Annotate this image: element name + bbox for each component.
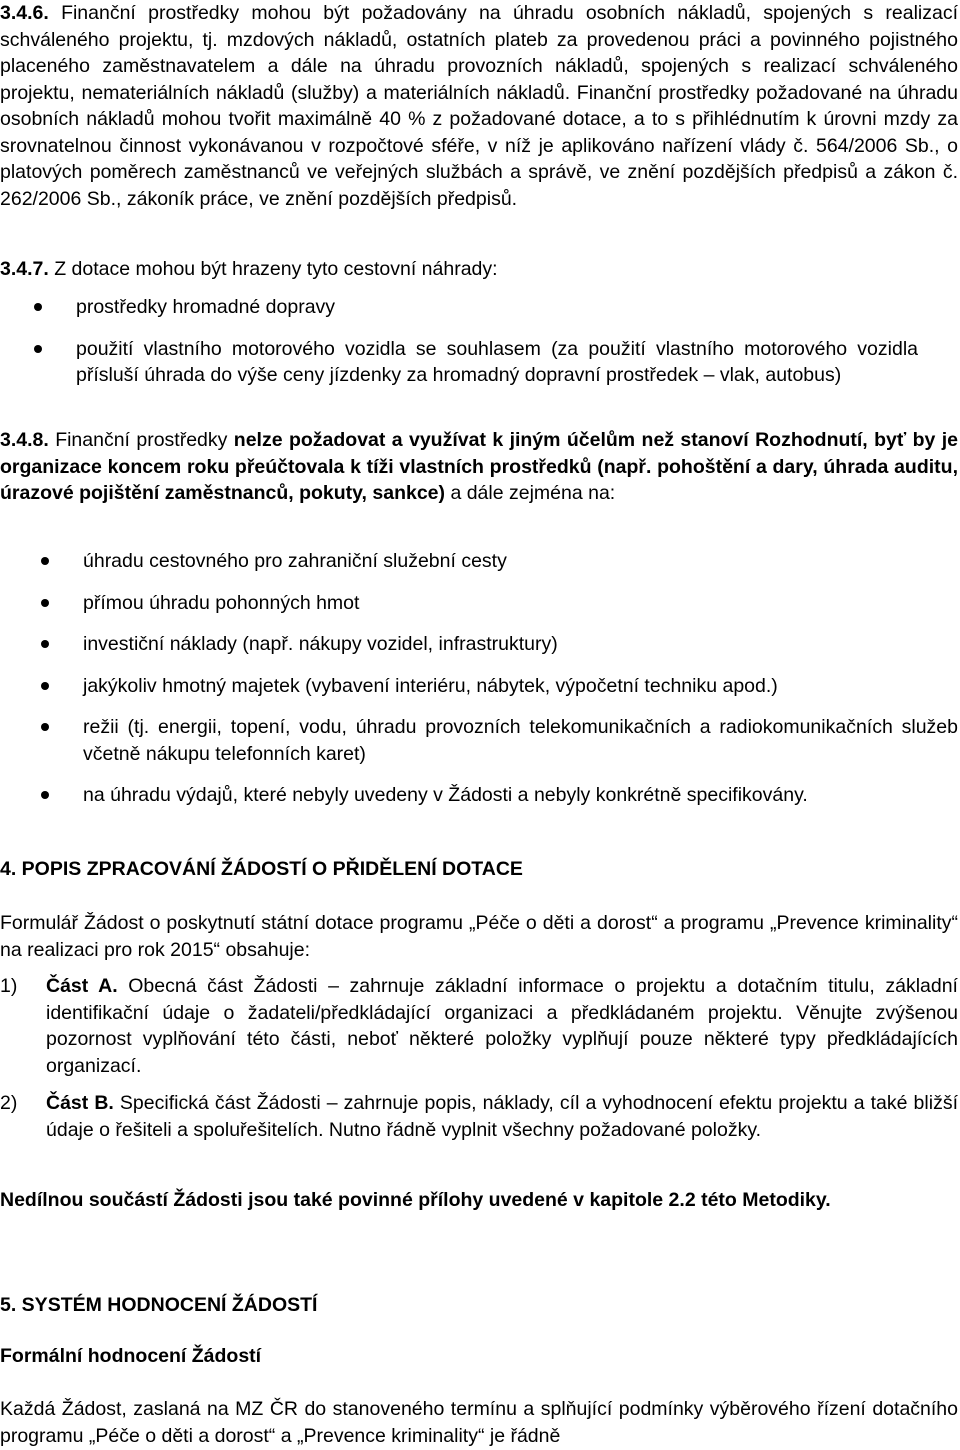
section-number: 3.4.7. [0, 258, 49, 280]
list-item [0, 1090, 958, 1143]
list-item: na úhradu výdajů, které nebyly uvedeny v Žádosti a nebyly konkrétně specifikovány. [7, 782, 958, 809]
item-number: 1) [0, 975, 18, 997]
paragraph-text: Finanční prostředky mohou být požadovány na úhradu osobních nákladů, spojených s realizací schváleného projektu, tj. mzdových nákladů, ostatních plateb za provedenou práci a povinného pojistného placeného zaměstnavatelem a dále na úhradu provozních nákladů, spojených s realizací schváleného projektu, nemateriálních nákladů (služby) a materiálních nákladů. Finanční prostředky požadované na úhradu osobních nákladů mohou tvořit maximálně 40 % z požadované dotace, a to s přihlédnutím k úrovni mzdy za srovnatelnou činnost vykonávanou v rozpočtové sféře, v níž je aplikováno nařízení vlády č. 564/2006 Sb., o platových poměrech zaměstnanců ve veřejných službách a správě, ve znění pozdějších předpisů a zákon č. 262/2006 Sb., zákoník práce, ve znění pozdějších předpisů. [0, 2, 958, 210]
section-number: 3.4.8. [0, 429, 49, 451]
paragraph-3-4-7 [0, 256, 958, 283]
emphasis-text: pohoštění a dary, úhrada auditu, úrazové pojištění zaměstnanců, pokuty, sankce) [0, 455, 958, 504]
section-heading: 4. POPIS ZPRACOVÁNÍ ŽÁDOSTÍ O PŘIDĚLENÍ DOTACE [0, 858, 523, 880]
section-number: 3.4.6. [0, 2, 49, 24]
bullet-icon [34, 345, 42, 353]
bullet-icon [41, 723, 49, 731]
paragraph-3-4-8 [0, 427, 958, 507]
list-item: přímou úhradu pohonných hmot [7, 590, 958, 617]
paragraph-lead: Finanční prostředky [55, 429, 228, 451]
section-intro: Formulář Žádost o poskytnutí státní dotace programu „Péče o děti a dorost“ a programu „Prevence kriminality“ na realizaci pro rok 2015“ obsahuje: [0, 912, 958, 961]
bullet-icon [34, 303, 42, 311]
list-item: režii (tj. energii, topení, vodu, úhradu provozních telekomunikačních a radiokomunikačních služeb včetně nákupu telefonních karet) [7, 714, 958, 767]
part-label: Část B. [46, 1092, 114, 1114]
list-item: úhradu cestovného pro zahraniční služební cesty [7, 548, 958, 575]
list-item: jakýkoliv hmotný majetek (vybavení interiéru, nábytek, výpočetní techniku apod.) [7, 673, 958, 700]
prohibited-uses-list [7, 548, 958, 809]
list-item: použití vlastního motorového vozidla se souhlasem (za použití vlastního motorového vozidla přísluší úhrada do výše ceny jízdenky za hromadný dopravní prostředek – vlak, autobus) [0, 336, 918, 389]
emphasis-text: nelze požadovat a využívat k jiným účelům než stanoví Rozhodnutí, byť by je organizace koncem roku přeúčtovala k tíži vlastních prostředků (např. [0, 429, 958, 478]
paragraph-text: Každá Žádost, zaslaná na MZ ČR do stanoveného termínu a splňující podmínky výběrového řízení dotačního programu „Péče o děti a dorost“ a „Prevence kriminality“ je řádně [0, 1398, 958, 1447]
attachments-note: Nedílnou součástí Žádosti jsou také povinné přílohy uvedené v kapitole 2.2 této Metodiky. [0, 1189, 831, 1211]
form-parts-list [0, 973, 958, 1143]
travel-costs-list [0, 294, 918, 389]
bullet-icon [41, 557, 49, 565]
paragraph-text: Z dotace mohou být hrazeny tyto cestovní náhrady: [54, 258, 498, 280]
part-text: Specifická část Žádosti – zahrnuje popis, náklady, cíl a vyhodnocení efektu projektu a také bližší údaje o řešiteli a spoluřešitelích. Nutno řádně vyplnit všechny požadované položky. [46, 1092, 958, 1141]
paragraph-tail: a dále zejména na: [450, 482, 616, 504]
bullet-icon [41, 791, 49, 799]
bullet-icon [41, 599, 49, 607]
section-heading: 5. SYSTÉM HODNOCENÍ ŽÁDOSTÍ [0, 1294, 318, 1316]
list-item: prostředky hromadné dopravy [0, 294, 918, 321]
bullet-icon [41, 682, 49, 690]
subsection-heading: Formální hodnocení Žádostí [0, 1345, 262, 1367]
item-number: 2) [0, 1092, 18, 1114]
part-label: Část A. [46, 975, 118, 997]
list-item [0, 973, 958, 1079]
list-item: investiční náklady (např. nákupy vozidel, infrastruktury) [7, 631, 958, 658]
bullet-icon [41, 640, 49, 648]
part-text: Obecná část Žádosti – zahrnuje základní informace o projektu a dotačním titulu, základní identifikační údaje o žadateli/předkládající organizaci a předkládaném projektu. Věnujte zvýšenou pozornost vyplňování této části, neboť některé položky vyplňují pouze některé typy předkládajících organizací. [46, 975, 958, 1077]
paragraph-3-4-6 [0, 0, 958, 212]
